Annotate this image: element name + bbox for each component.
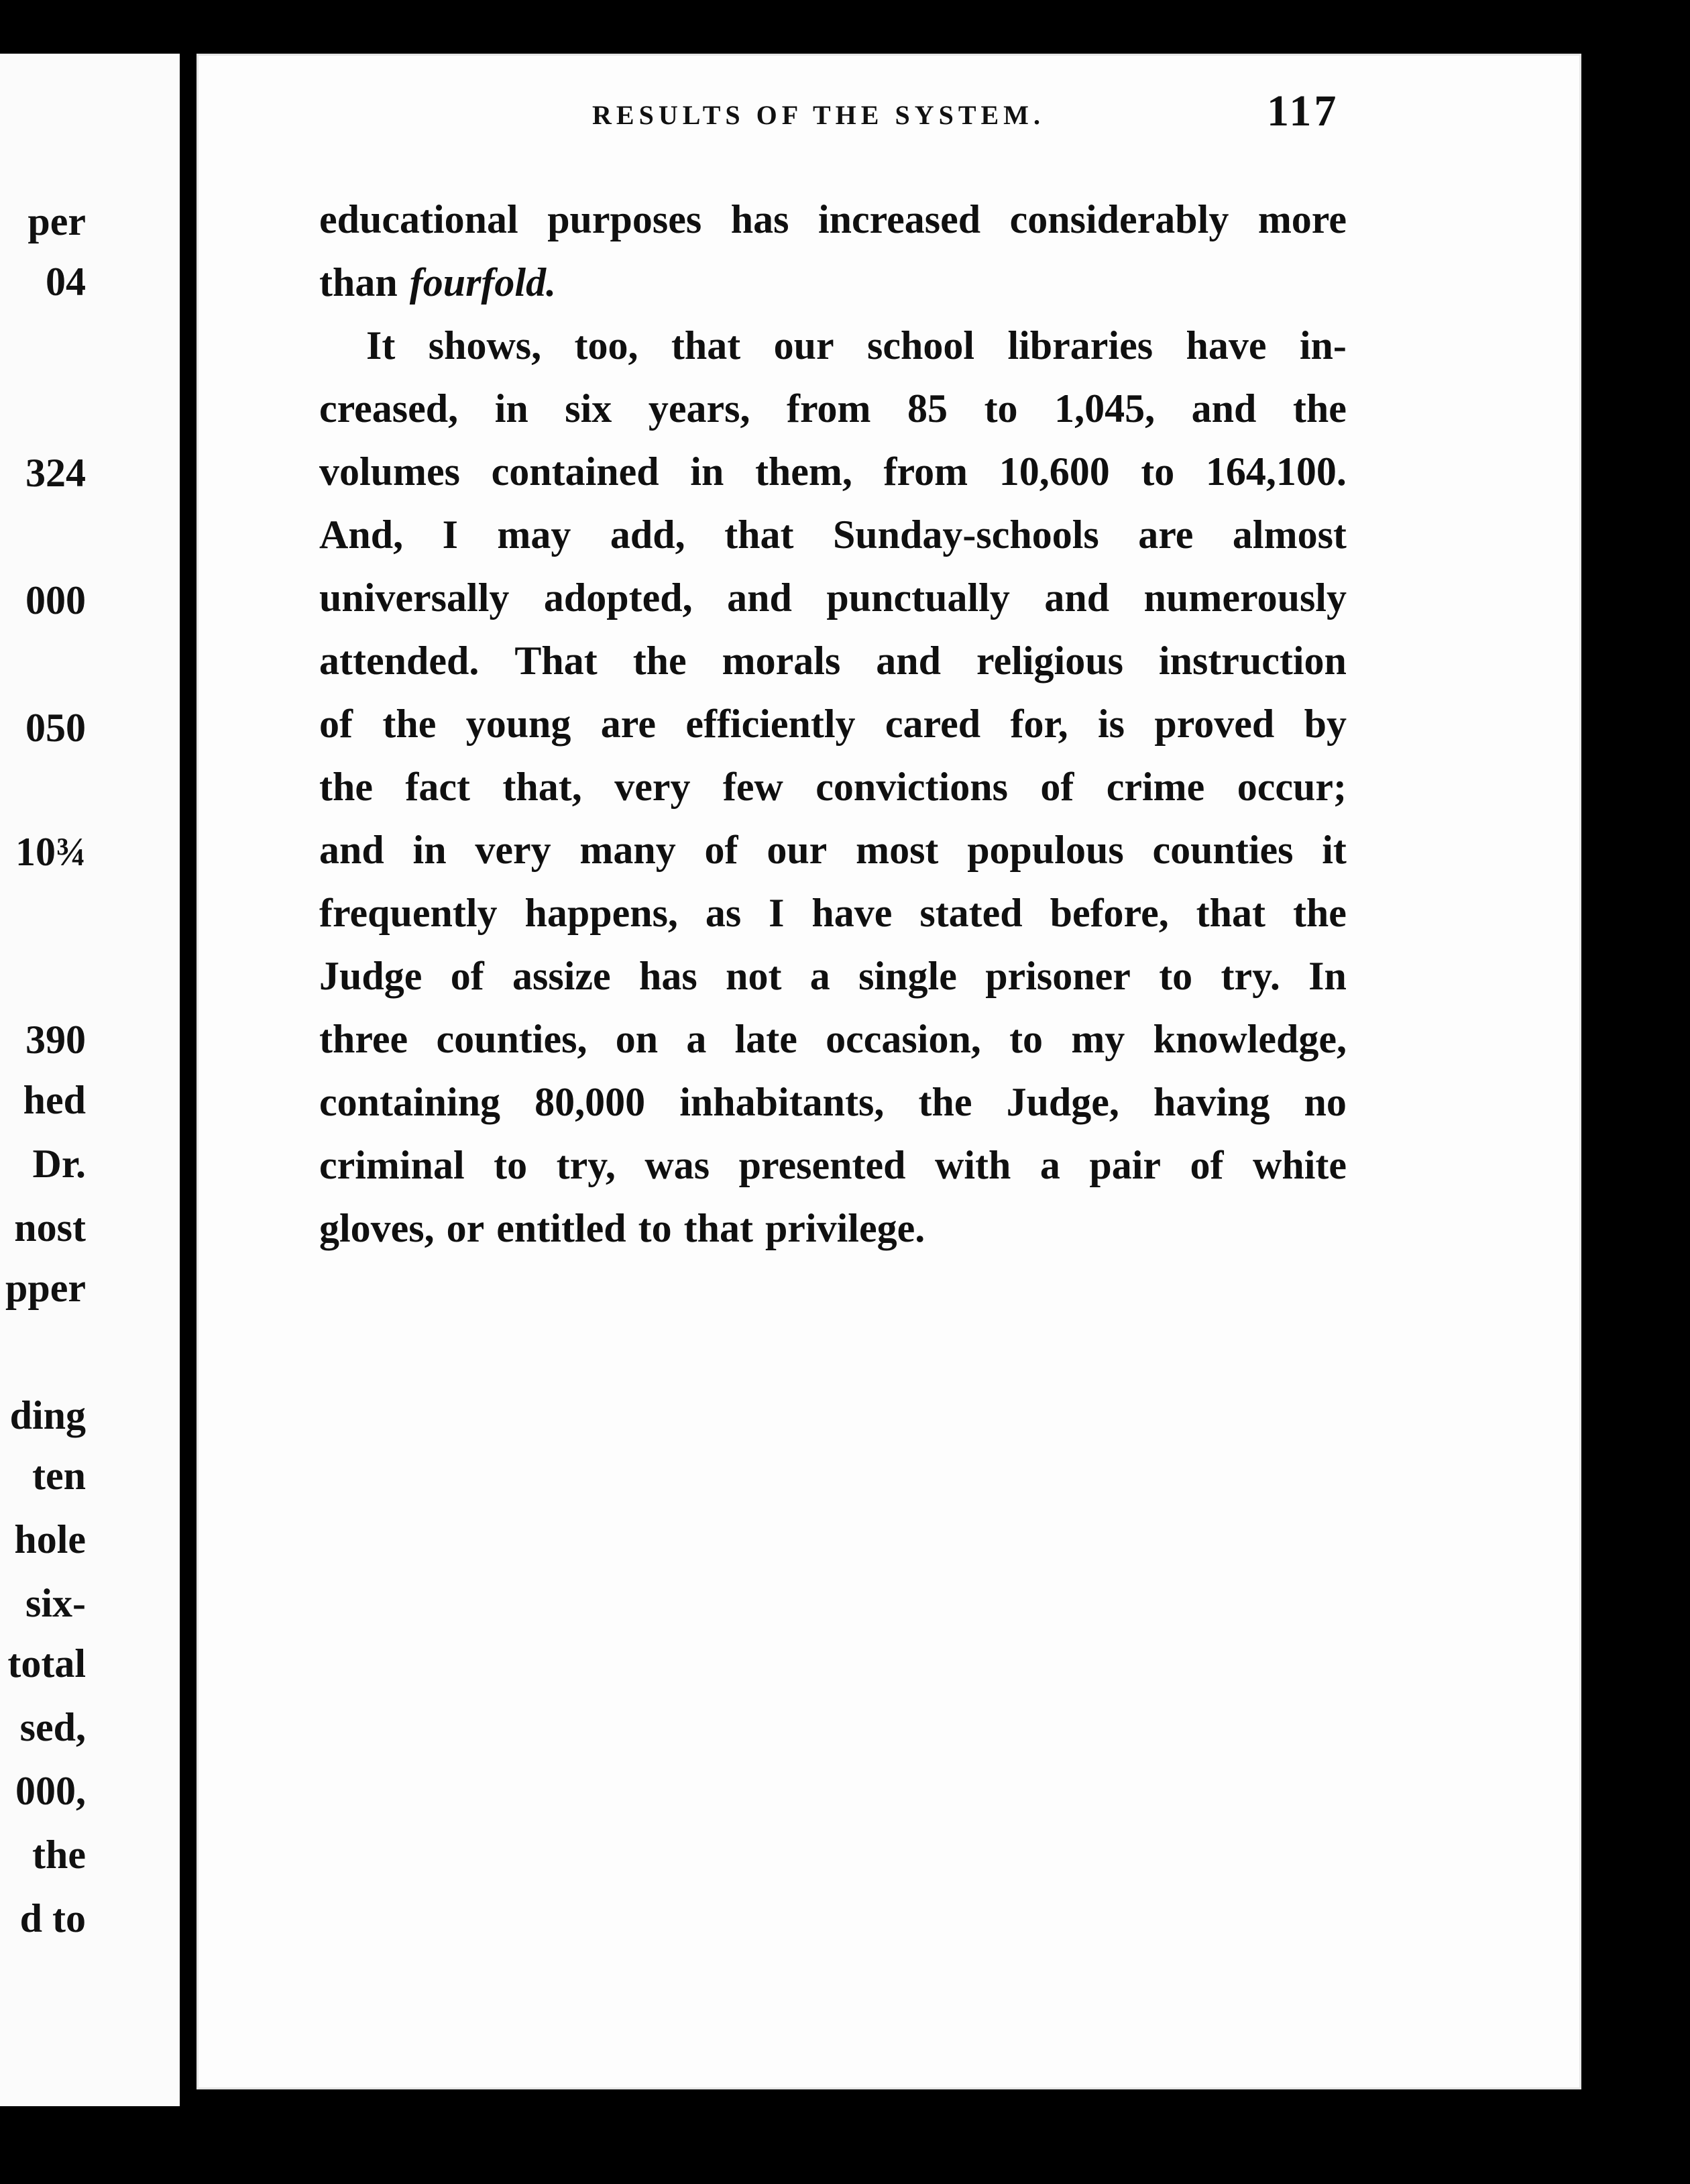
left-fragment: per [27,199,86,243]
word: I [442,512,458,557]
word: volumes [319,449,460,494]
word: in- [1299,323,1347,368]
word: may [497,512,571,557]
word: from [883,449,968,494]
left-fragment: 10¾ [15,830,86,874]
word: most [856,828,939,872]
word: libraries [1007,323,1153,368]
word: 164,100. [1205,449,1347,494]
word: very [614,765,691,809]
left-fragment: 390 [25,1018,86,1062]
word: few [722,765,783,809]
word: instruction [1158,639,1347,683]
word: I [769,891,785,935]
word: creased, [319,386,459,431]
word: than [319,260,398,305]
word: a [1039,1143,1060,1187]
left-fragment: 000 [25,578,86,622]
word: morals [722,639,841,683]
word: religious [976,639,1123,683]
word: attended. [319,639,480,683]
word: six [565,386,612,431]
word: fact [405,765,470,809]
word: with [935,1143,1011,1187]
word: in [494,386,528,431]
word: punctually [826,576,1010,620]
text-line [319,818,1347,881]
word: crime [1106,765,1205,809]
word: universally [319,576,510,620]
word: the [319,765,373,809]
word: that [683,1206,753,1250]
word: convictions [815,765,1008,809]
word: more [1257,197,1347,241]
text-line [319,440,1347,503]
word: of [704,828,738,872]
word: very [475,828,551,872]
body-text [319,188,1347,1260]
word: purposes [547,197,702,241]
word: inhabitants, [679,1080,885,1124]
word: from [787,386,871,431]
text-line [319,692,1347,755]
word: years, [648,386,750,431]
word: try, [556,1143,616,1187]
word: to [494,1143,528,1187]
text-line [319,944,1347,1007]
word: it [1322,828,1347,872]
left-fragment: nost [14,1205,86,1250]
text-line [319,566,1347,629]
word: 1,045, [1054,386,1156,431]
word: has [730,197,789,241]
word: occasion, [826,1017,981,1061]
left-fragment: d to [19,1896,86,1941]
left-fragment: sed, [19,1705,86,1749]
word: have [1186,323,1267,368]
word: the [382,702,437,746]
word: and [1191,386,1257,431]
word: add, [610,512,685,557]
word: are [600,702,656,746]
word: of [450,954,484,998]
word: prisoner [985,954,1131,998]
word: white [1253,1143,1347,1187]
word: entitled [496,1206,626,1250]
word: privilege. [765,1206,925,1250]
left-fragment: the [32,1833,86,1877]
word: and [876,639,942,683]
word: three [319,1017,408,1061]
text-line [319,1134,1347,1197]
left-fragment: 000, [15,1769,86,1813]
word: 80,000 [534,1080,646,1124]
word: stated [919,891,1023,935]
word: 10,600 [999,449,1110,494]
left-fragment: 050 [25,706,86,750]
left-fragment: ding [9,1393,86,1437]
word: late [734,1017,797,1061]
word: shows, [428,323,542,368]
left-fragment: total [7,1641,86,1686]
word: for, [1010,702,1068,746]
word: to [1159,954,1193,998]
word: are [1138,512,1194,557]
word: in [412,828,447,872]
word: occur; [1237,765,1347,809]
word: Sunday-schools [832,512,1099,557]
left-fragment: six- [25,1581,86,1625]
word: counties, [436,1017,587,1061]
word: populous [967,828,1124,872]
word: try. [1221,954,1280,998]
word: a [686,1017,707,1061]
word: single [858,954,957,998]
word: of [319,702,353,746]
word: frequently [319,891,498,935]
text-line [319,755,1347,818]
word: That [514,639,598,683]
left-fragment: Dr. [32,1142,86,1186]
word: educational [319,197,518,241]
text-line [319,377,1347,440]
word: increased [818,197,981,241]
left-fragment: 04 [46,260,86,304]
text-line [319,251,1347,314]
word: the [918,1080,972,1124]
word: that [671,323,741,368]
word: of [1040,765,1074,809]
word: the [1292,386,1347,431]
word: by [1304,702,1347,746]
left-fragment: hole [14,1517,86,1562]
word: that, [502,765,582,809]
word: on [615,1017,659,1061]
word: them, [754,449,852,494]
word: in [690,449,724,494]
word: a [809,954,830,998]
word: before, [1050,891,1169,935]
word: our [773,323,834,368]
word: adopted, [543,576,693,620]
word: And, [319,512,404,557]
word: to [984,386,1018,431]
word: 85 [907,386,948,431]
text-line [319,629,1347,692]
word: presented [738,1143,906,1187]
text-line [319,314,1347,377]
word: is [1097,702,1125,746]
word: gloves, [319,1206,435,1250]
word: Judge, [1006,1080,1119,1124]
word: considerably [1009,197,1229,241]
word: not [726,954,782,998]
word: efficiently [685,702,856,746]
word: It [366,323,396,368]
word: containing [319,1080,501,1124]
text-line [319,1197,1347,1260]
word: the [1292,891,1347,935]
word: Judge [319,954,422,998]
word: of [1190,1143,1224,1187]
word: and [1044,576,1110,620]
word: as [705,891,742,935]
word: has [639,954,697,998]
word: having [1153,1080,1270,1124]
word: assize [512,954,611,998]
previous-page-edge [0,54,180,2106]
text-line [319,881,1347,944]
page-number: 117 [1267,87,1339,135]
word: the [632,639,687,683]
word: was [644,1143,710,1187]
word: to [638,1206,672,1250]
word: In [1308,954,1347,998]
word: many [579,828,676,872]
word: have [811,891,893,935]
italic-word: fourfold. [409,260,557,305]
word: too, [574,323,638,368]
text-line [319,1071,1347,1134]
book-page [196,54,1581,2089]
word: young [465,702,571,746]
word: and [319,828,384,872]
left-fragment: 324 [25,451,86,495]
word: knowledge, [1153,1017,1347,1061]
word: to [1009,1017,1044,1061]
text-line [319,188,1347,251]
word: to [1141,449,1175,494]
word: proved [1154,702,1275,746]
word: that [1196,891,1266,935]
word: numerously [1143,576,1347,620]
word: almost [1232,512,1347,557]
word: cared [885,702,981,746]
word: contained [491,449,659,494]
word: my [1071,1017,1125,1061]
word: that [724,512,794,557]
word: and [727,576,792,620]
word: happens, [524,891,678,935]
word: or [446,1206,485,1250]
left-fragment: hed [23,1078,86,1122]
word: no [1304,1080,1347,1124]
text-line [319,503,1347,566]
running-head: RESULTS OF THE SYSTEM. [592,100,1045,130]
word: school [867,323,975,368]
word: criminal [319,1143,465,1187]
text-line [319,1007,1347,1071]
left-fragment: ten [32,1454,86,1498]
word: counties [1152,828,1294,872]
left-fragment: pper [5,1266,86,1310]
word: our [767,828,828,872]
word: pair [1089,1143,1162,1187]
